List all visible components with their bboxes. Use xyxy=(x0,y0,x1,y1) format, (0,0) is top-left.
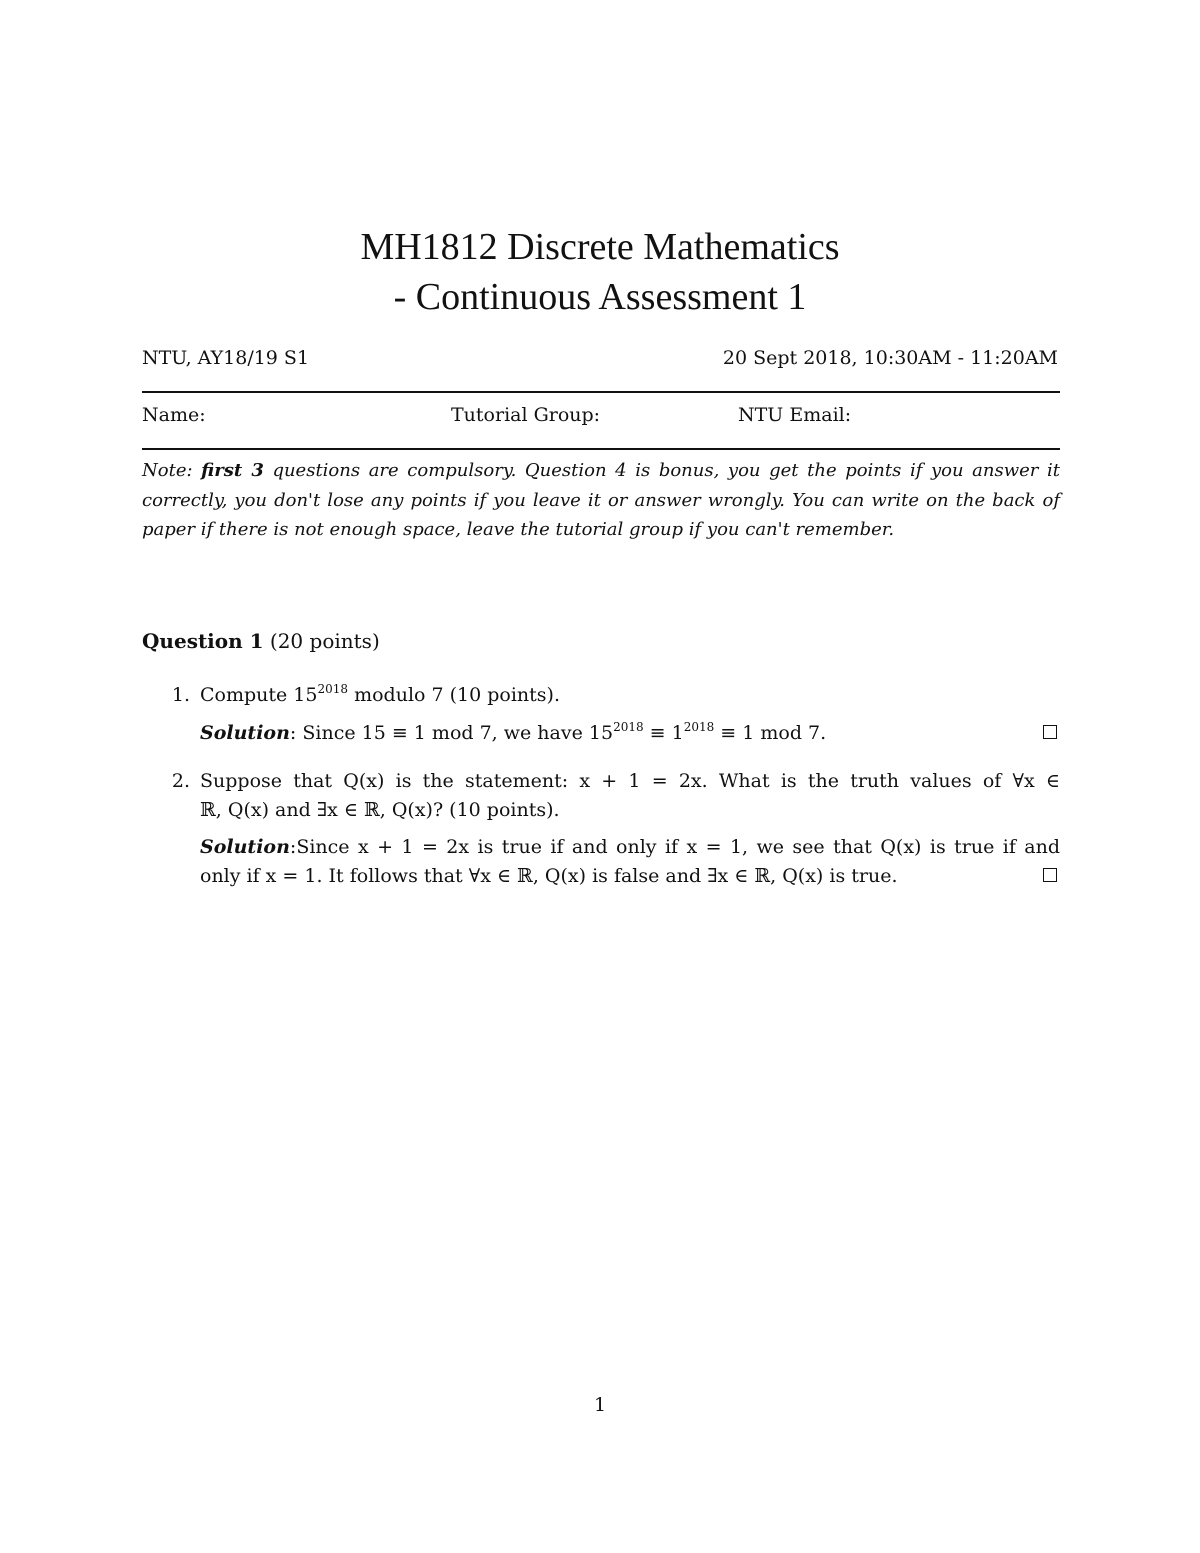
top-rule xyxy=(142,391,1060,393)
item-1-number: 1. xyxy=(171,684,190,706)
title-line-1: MH1812 Discrete Mathematics xyxy=(360,226,840,268)
item-2-solution-line-1: Solution:Since x + 1 = 2x is true if and only if x = 1, we see that Q(x) is true if and xyxy=(200,836,1060,858)
qed-square-icon xyxy=(1043,725,1057,739)
name-field-label: Name: xyxy=(142,404,206,426)
qed-square-icon xyxy=(1043,868,1057,882)
item-2-number: 2. xyxy=(171,770,190,792)
solution-label: Solution xyxy=(200,836,290,858)
item-2-prompt-line-1: Suppose that Q(x) is the statement: x + 1 = 2x. What is the truth values of ∀x ∈ xyxy=(200,770,1060,792)
note-text: questions are compulsory. Question 4 is bonus, you get the points if you answer it correctly, you don't lose any points if you leave it or answer wrongly. You can write on the back of paper if there is not enough space, leave the tutorial group if you can't remember. xyxy=(142,460,1060,540)
item-1-prompt: Compute $15^{2018}$ modulo 7 (10 points). xyxy=(200,682,561,706)
item-2-prompt-line-2: ℝ, Q(x) and ∃x ∈ ℝ, Q(x)? (10 points). xyxy=(200,799,560,821)
note-lead: Note: xyxy=(142,460,193,481)
question-1-label: Question 1 xyxy=(142,629,264,653)
solution-label: Solution xyxy=(200,722,290,744)
title-line-2: - Continuous Assessment 1 xyxy=(393,276,807,318)
email-field-label: NTU Email: xyxy=(738,404,852,426)
question-1-heading xyxy=(142,628,380,654)
bottom-rule xyxy=(142,448,1060,450)
institution-text: NTU, AY18/19 S1 xyxy=(142,347,310,369)
exam-datetime: 20 Sept 2018, 10:30AM - 11:20AM xyxy=(722,347,1058,369)
note-bold: first 3 xyxy=(201,460,264,481)
tutorial-group-field-label: Tutorial Group: xyxy=(451,404,601,426)
instructions-note xyxy=(142,456,1060,545)
item-1-solution: Solution: Since 15 ≡ 1 mod 7, we have $15^{2018} \equiv 1^{2018} \equiv 1$ mod 7. xyxy=(200,720,827,744)
question-1-points: (20 points) xyxy=(269,629,380,653)
page-number: 1 xyxy=(593,1394,607,1416)
item-2-solution-line-2: only if x = 1. It follows that ∀x ∈ ℝ, Q(x) is false and ∃x ∈ ℝ, Q(x) is true. xyxy=(200,865,898,887)
